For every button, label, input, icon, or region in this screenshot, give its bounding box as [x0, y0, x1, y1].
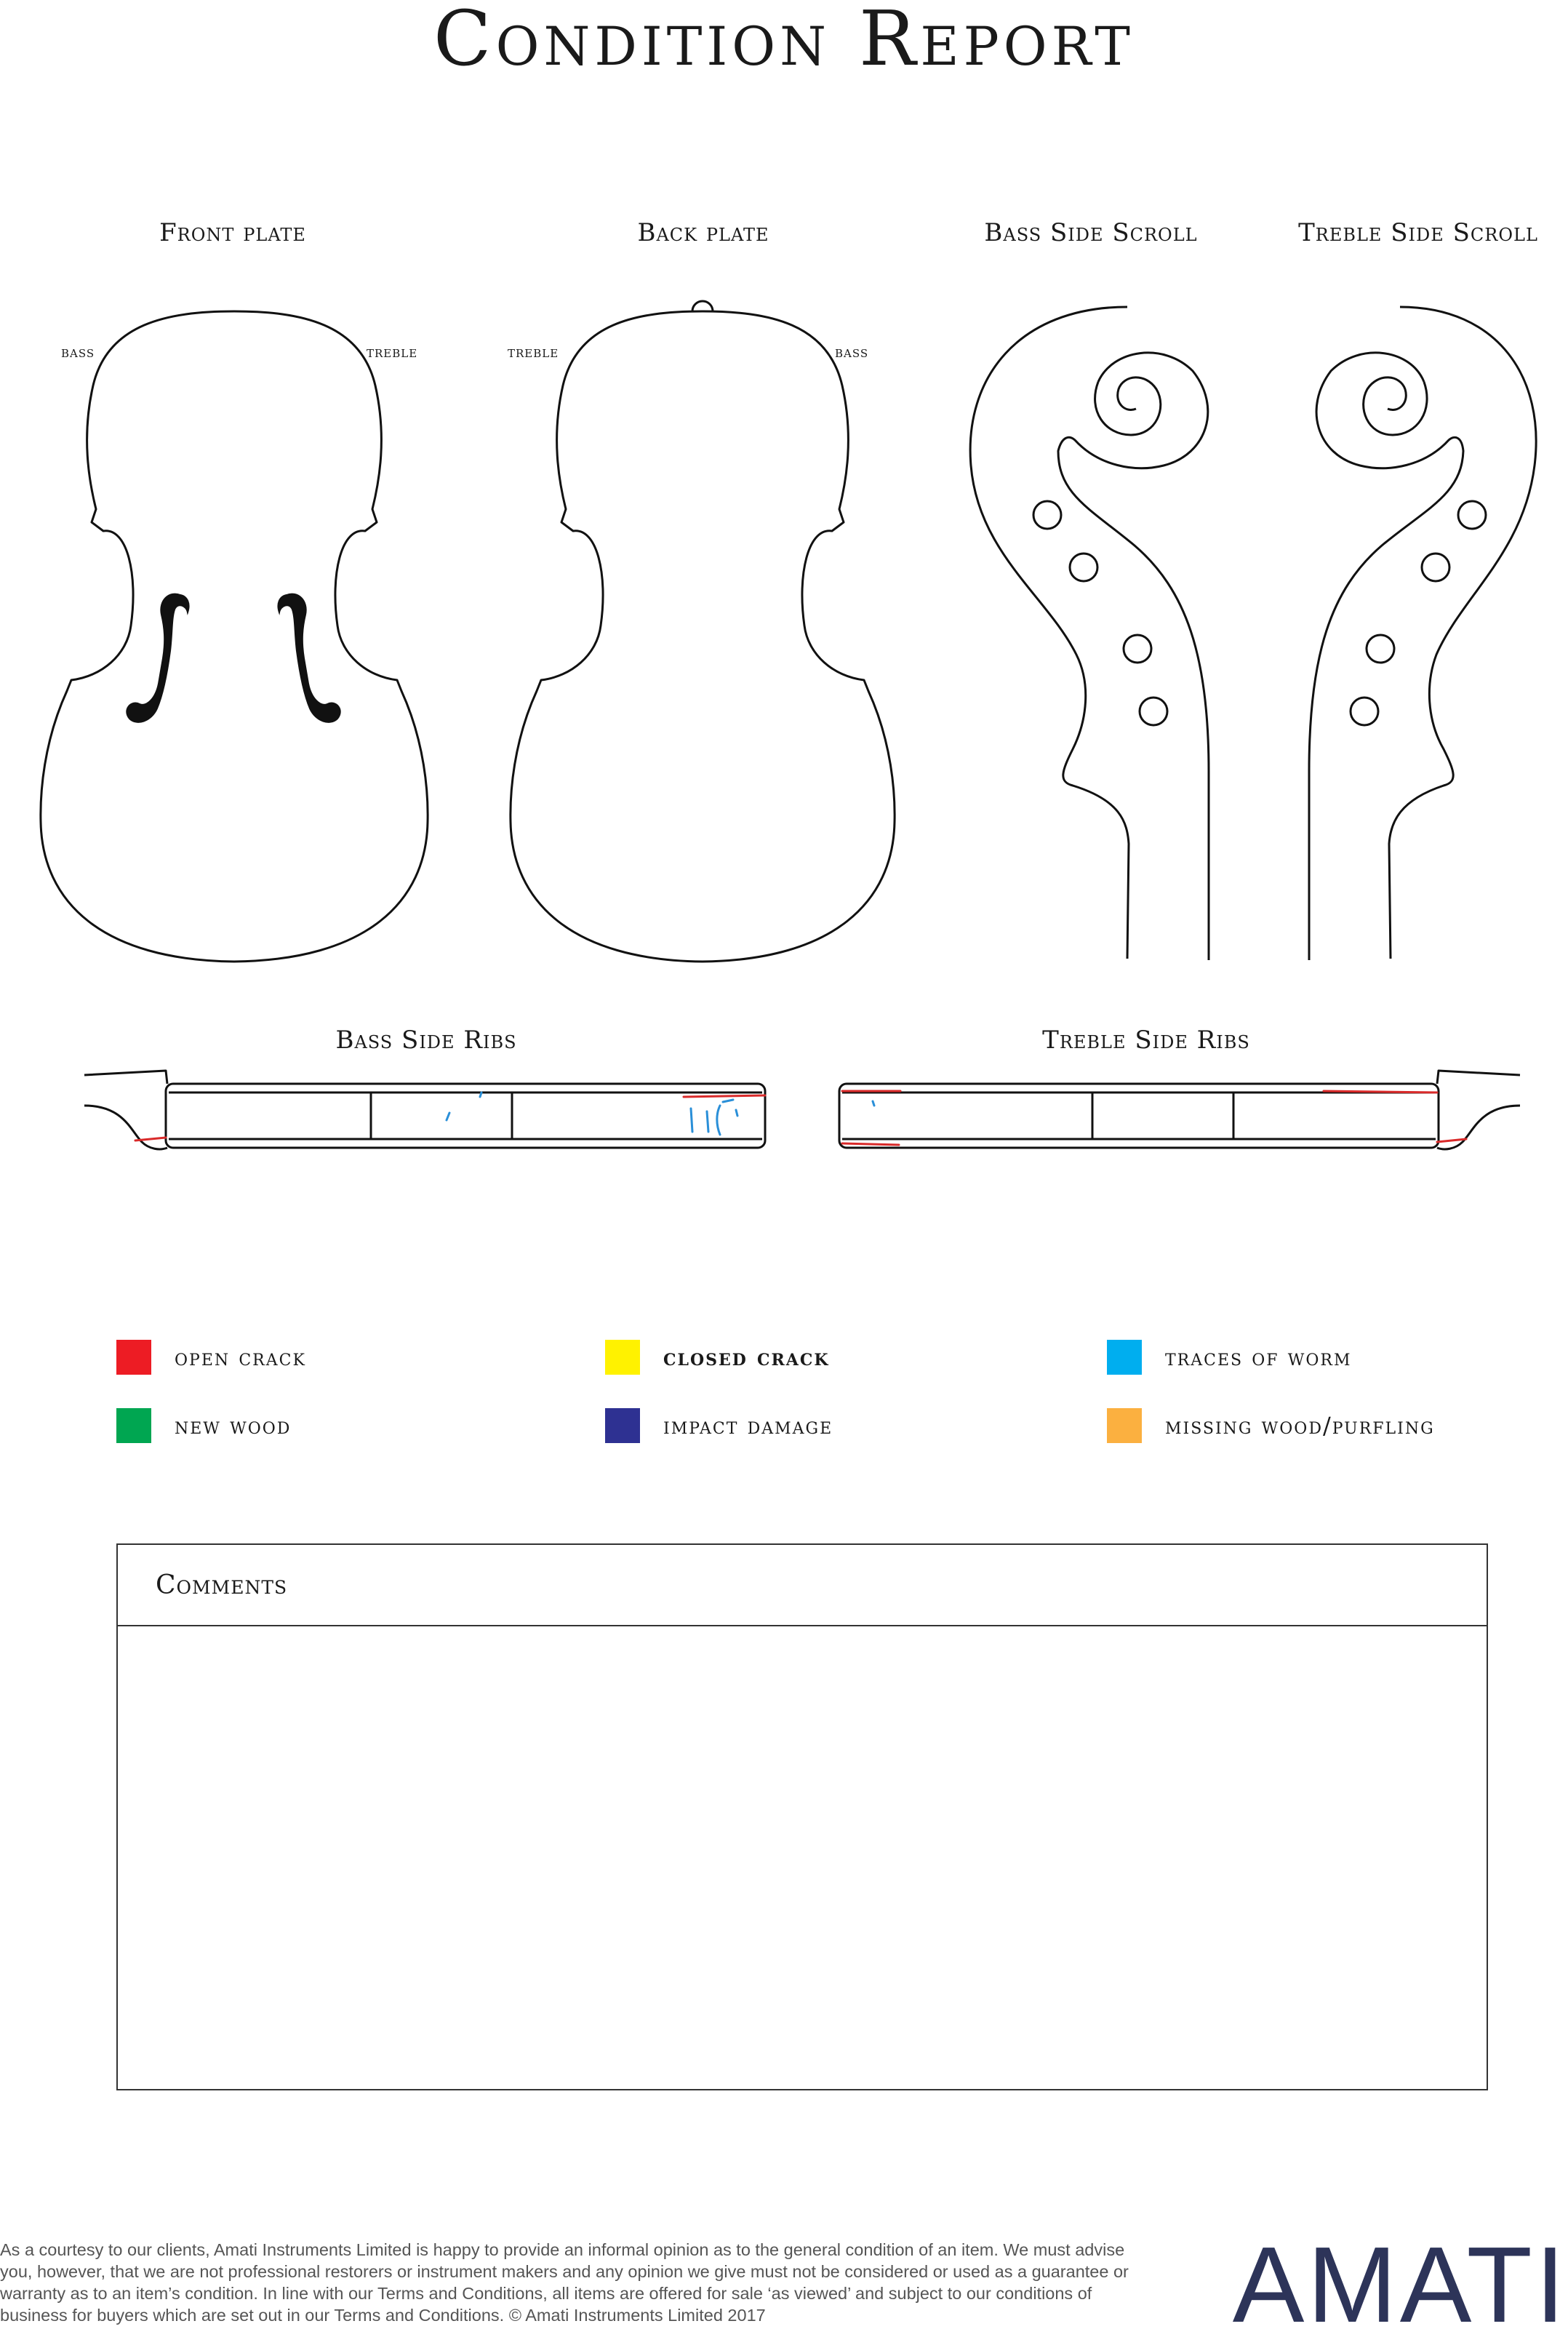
legend-item-new-wood	[116, 1408, 291, 1443]
bass-ribs-outline	[84, 1071, 765, 1149]
front-bass-tag: bass	[61, 343, 95, 361]
front-plate-outline	[41, 311, 428, 962]
legend-label: open crack	[175, 1343, 306, 1371]
f-holes	[127, 594, 340, 722]
comments-field[interactable]	[118, 1626, 1487, 2089]
legend-label: missing wood/purfling	[1165, 1412, 1435, 1439]
legend-swatch	[1107, 1408, 1142, 1443]
amati-logo: AMATI	[1232, 2225, 1568, 2345]
legend-label: closed crack	[663, 1343, 830, 1371]
legend-item-closed-crack	[605, 1340, 830, 1375]
disclaimer-text: As a courtesy to our clients, Amati Instruments Limited is happy to provide an informal opinion as to the general condition of an item. We must advise you, however, that we are not professional restorers or instrument makers and any opinion we give must not be considered or used as a guarantee or warranty as to an item’s condition. In line with our Terms and Conditions, all items are offered for sale ‘as viewed’ and subject to our conditions of business for buyers which are set out in our Terms and Conditions. © Amati Instruments Limited 2017	[0, 2240, 1129, 2325]
legend-swatch	[605, 1408, 640, 1443]
legend-swatch	[116, 1408, 151, 1443]
legend-label: new wood	[175, 1412, 292, 1439]
legend-label: traces of worm	[1165, 1343, 1352, 1371]
front-treble-tag: treble	[367, 343, 418, 361]
bass-ribs-label: Bass Side Ribs	[335, 1026, 517, 1055]
legend-item-open-crack	[116, 1340, 306, 1375]
legend-swatch	[116, 1340, 151, 1375]
comments-label: Comments	[118, 1545, 1487, 1626]
legend-swatch	[605, 1340, 640, 1375]
treble-ribs-outline	[839, 1071, 1520, 1149]
page-title: Condition Report	[433, 0, 1135, 83]
legend-label: impact damage	[663, 1412, 833, 1439]
treble-ribs-label: Treble Side Ribs	[1042, 1026, 1250, 1055]
legend-item-impact-damage	[605, 1408, 833, 1443]
back-plate-label: Back plate	[637, 218, 769, 247]
legend-item-missing-wood	[1107, 1408, 1435, 1443]
back-treble-tag: treble	[508, 343, 559, 361]
comments-box	[116, 1543, 1488, 2090]
back-bass-tag: bass	[835, 343, 869, 361]
treble-scroll-label: Treble Side Scroll	[1298, 218, 1538, 247]
treble-scroll-outline	[1309, 307, 1536, 960]
bass-scroll-outline	[970, 307, 1209, 960]
back-plate-outline	[511, 301, 895, 962]
legend-swatch	[1107, 1340, 1142, 1375]
front-plate-label: Front plate	[159, 218, 306, 247]
bass-scroll-label: Bass Side Scroll	[984, 218, 1198, 247]
damage-markings	[135, 1091, 1466, 1145]
legend-item-traces-of-worm	[1107, 1340, 1351, 1375]
